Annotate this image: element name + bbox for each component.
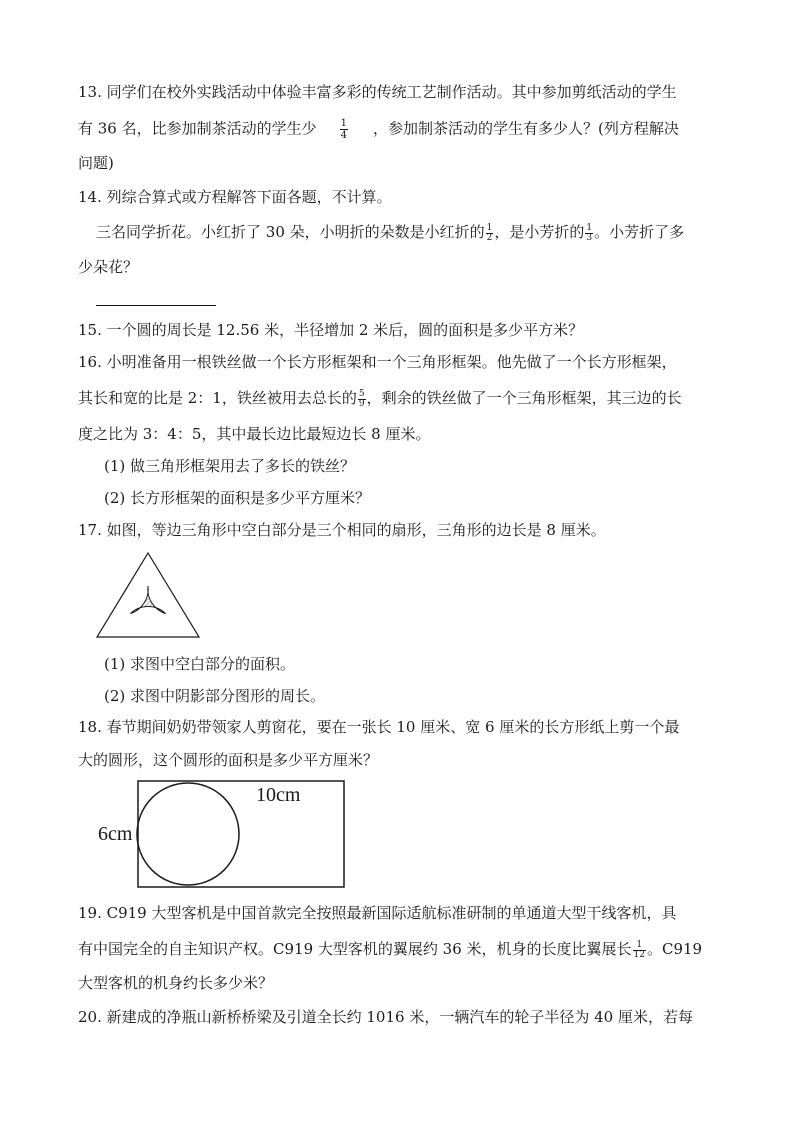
q14-fraction-2: $\frac{1}{3}$ — [586, 222, 593, 243]
q14-line1-end: 。小芳折了多 — [594, 223, 685, 241]
q13-line3: 问题) — [78, 154, 114, 172]
q19-line2 — [78, 939, 702, 960]
q17-sub2: (2) 求图中阴影部分图形的周长。 — [104, 687, 326, 705]
q14-line1 — [96, 222, 684, 243]
circle-shape — [137, 783, 239, 885]
q14-title: 14. 列综合算式或方程解答下面各题，不计算。 — [78, 188, 392, 206]
q14-line1-mid: ，是小芳折的 — [494, 223, 585, 241]
q14-line2: 少朵花？ — [78, 258, 139, 276]
shaded-region — [130, 586, 165, 614]
q16-sub2: (2) 长方形框架的面积是多少平方厘米？ — [104, 489, 371, 507]
q13-line2-end: ，参加制茶活动的学生有多少人？(列方程解决 — [373, 119, 679, 138]
label-width: 6cm — [98, 823, 133, 845]
answer-underline — [96, 305, 216, 306]
q16-line2 — [78, 388, 682, 409]
q14-fraction-1: $\frac{1}{2}$ — [486, 222, 493, 243]
q16-line3: 度之比为 3：4：5，其中最长边比最短边长 8 厘米。 — [78, 425, 431, 443]
q16-line2-end: ，剩余的铁丝做了一个三角形框架，其三边的长 — [366, 389, 682, 407]
rectangle-shape — [138, 781, 344, 887]
q20-line1: 20. 新建成的净瓶山新桥桥梁及引道全长约 1016 米，一辆汽车的轮子半径为 40 厘米，若每 — [78, 1008, 693, 1026]
q13-line1: 13. 同学们在校外实践活动中体验丰富多彩的传统工艺制作活动。其中参加剪纸活动的学生 — [78, 83, 677, 101]
q17-sub1: (1) 求图中空白部分的面积。 — [104, 655, 296, 673]
q19-line2-end: 。C919 — [646, 940, 703, 958]
q18-line1: 18. 春节期间奶奶带领家人剪窗花，要在一张长 10 厘米、宽 6 厘米的长方形纸上剪一个最 — [78, 718, 680, 736]
q17-text: 17. 如图，等边三角形中空白部分是三个相同的扇形，三角形的边长是 8 厘米。 — [78, 521, 606, 539]
q13-line2-start: 有 36 名，比参加制茶活动的学生少 — [78, 119, 317, 138]
q16-sub1: (1) 做三角形框架用去了多长的铁丝？ — [104, 457, 356, 475]
q13-fraction: $\frac{1}{4}$ — [340, 118, 347, 141]
q19-line2-start: 有中国完全的自主知识产权。C919 大型客机的翼展约 36 米，机身的长度比翼展长 — [78, 940, 632, 958]
q19-line1: 19. C919 大型客机是中国首款完全按照最新国际适航标准研制的单通道大型干线客机，具 — [78, 904, 677, 922]
q16-line1: 16. 小明准备用一根铁丝做一个长方形框架和一个三角形框架。他先做了一个长方形框架， — [78, 353, 677, 371]
q14-line1-start: 三名同学折花。小红折了 30 朵，小明折的朵数是小红折的 — [96, 223, 485, 241]
q18-line2: 大的圆形，这个圆形的面积是多少平方厘米？ — [78, 751, 379, 769]
q19-line3: 大型客机的机身约长多少米？ — [78, 974, 274, 992]
triangle-sectors-figure — [94, 551, 202, 643]
q13-line2 — [78, 118, 679, 141]
q15-text: 15. 一个圆的周长是 12.56 米，半径增加 2 米后，圆的面积是多少平方米？ — [78, 321, 584, 339]
q16-line2-start: 其长和宽的比是 2：1，铁丝被用去总长的 — [78, 389, 357, 407]
label-length: 10cm — [256, 784, 301, 806]
rectangle-circle-figure — [96, 778, 348, 890]
q19-fraction: $\frac{1}{12}$ — [633, 939, 645, 960]
q16-fraction: $\frac{5}{9}$ — [358, 388, 365, 409]
